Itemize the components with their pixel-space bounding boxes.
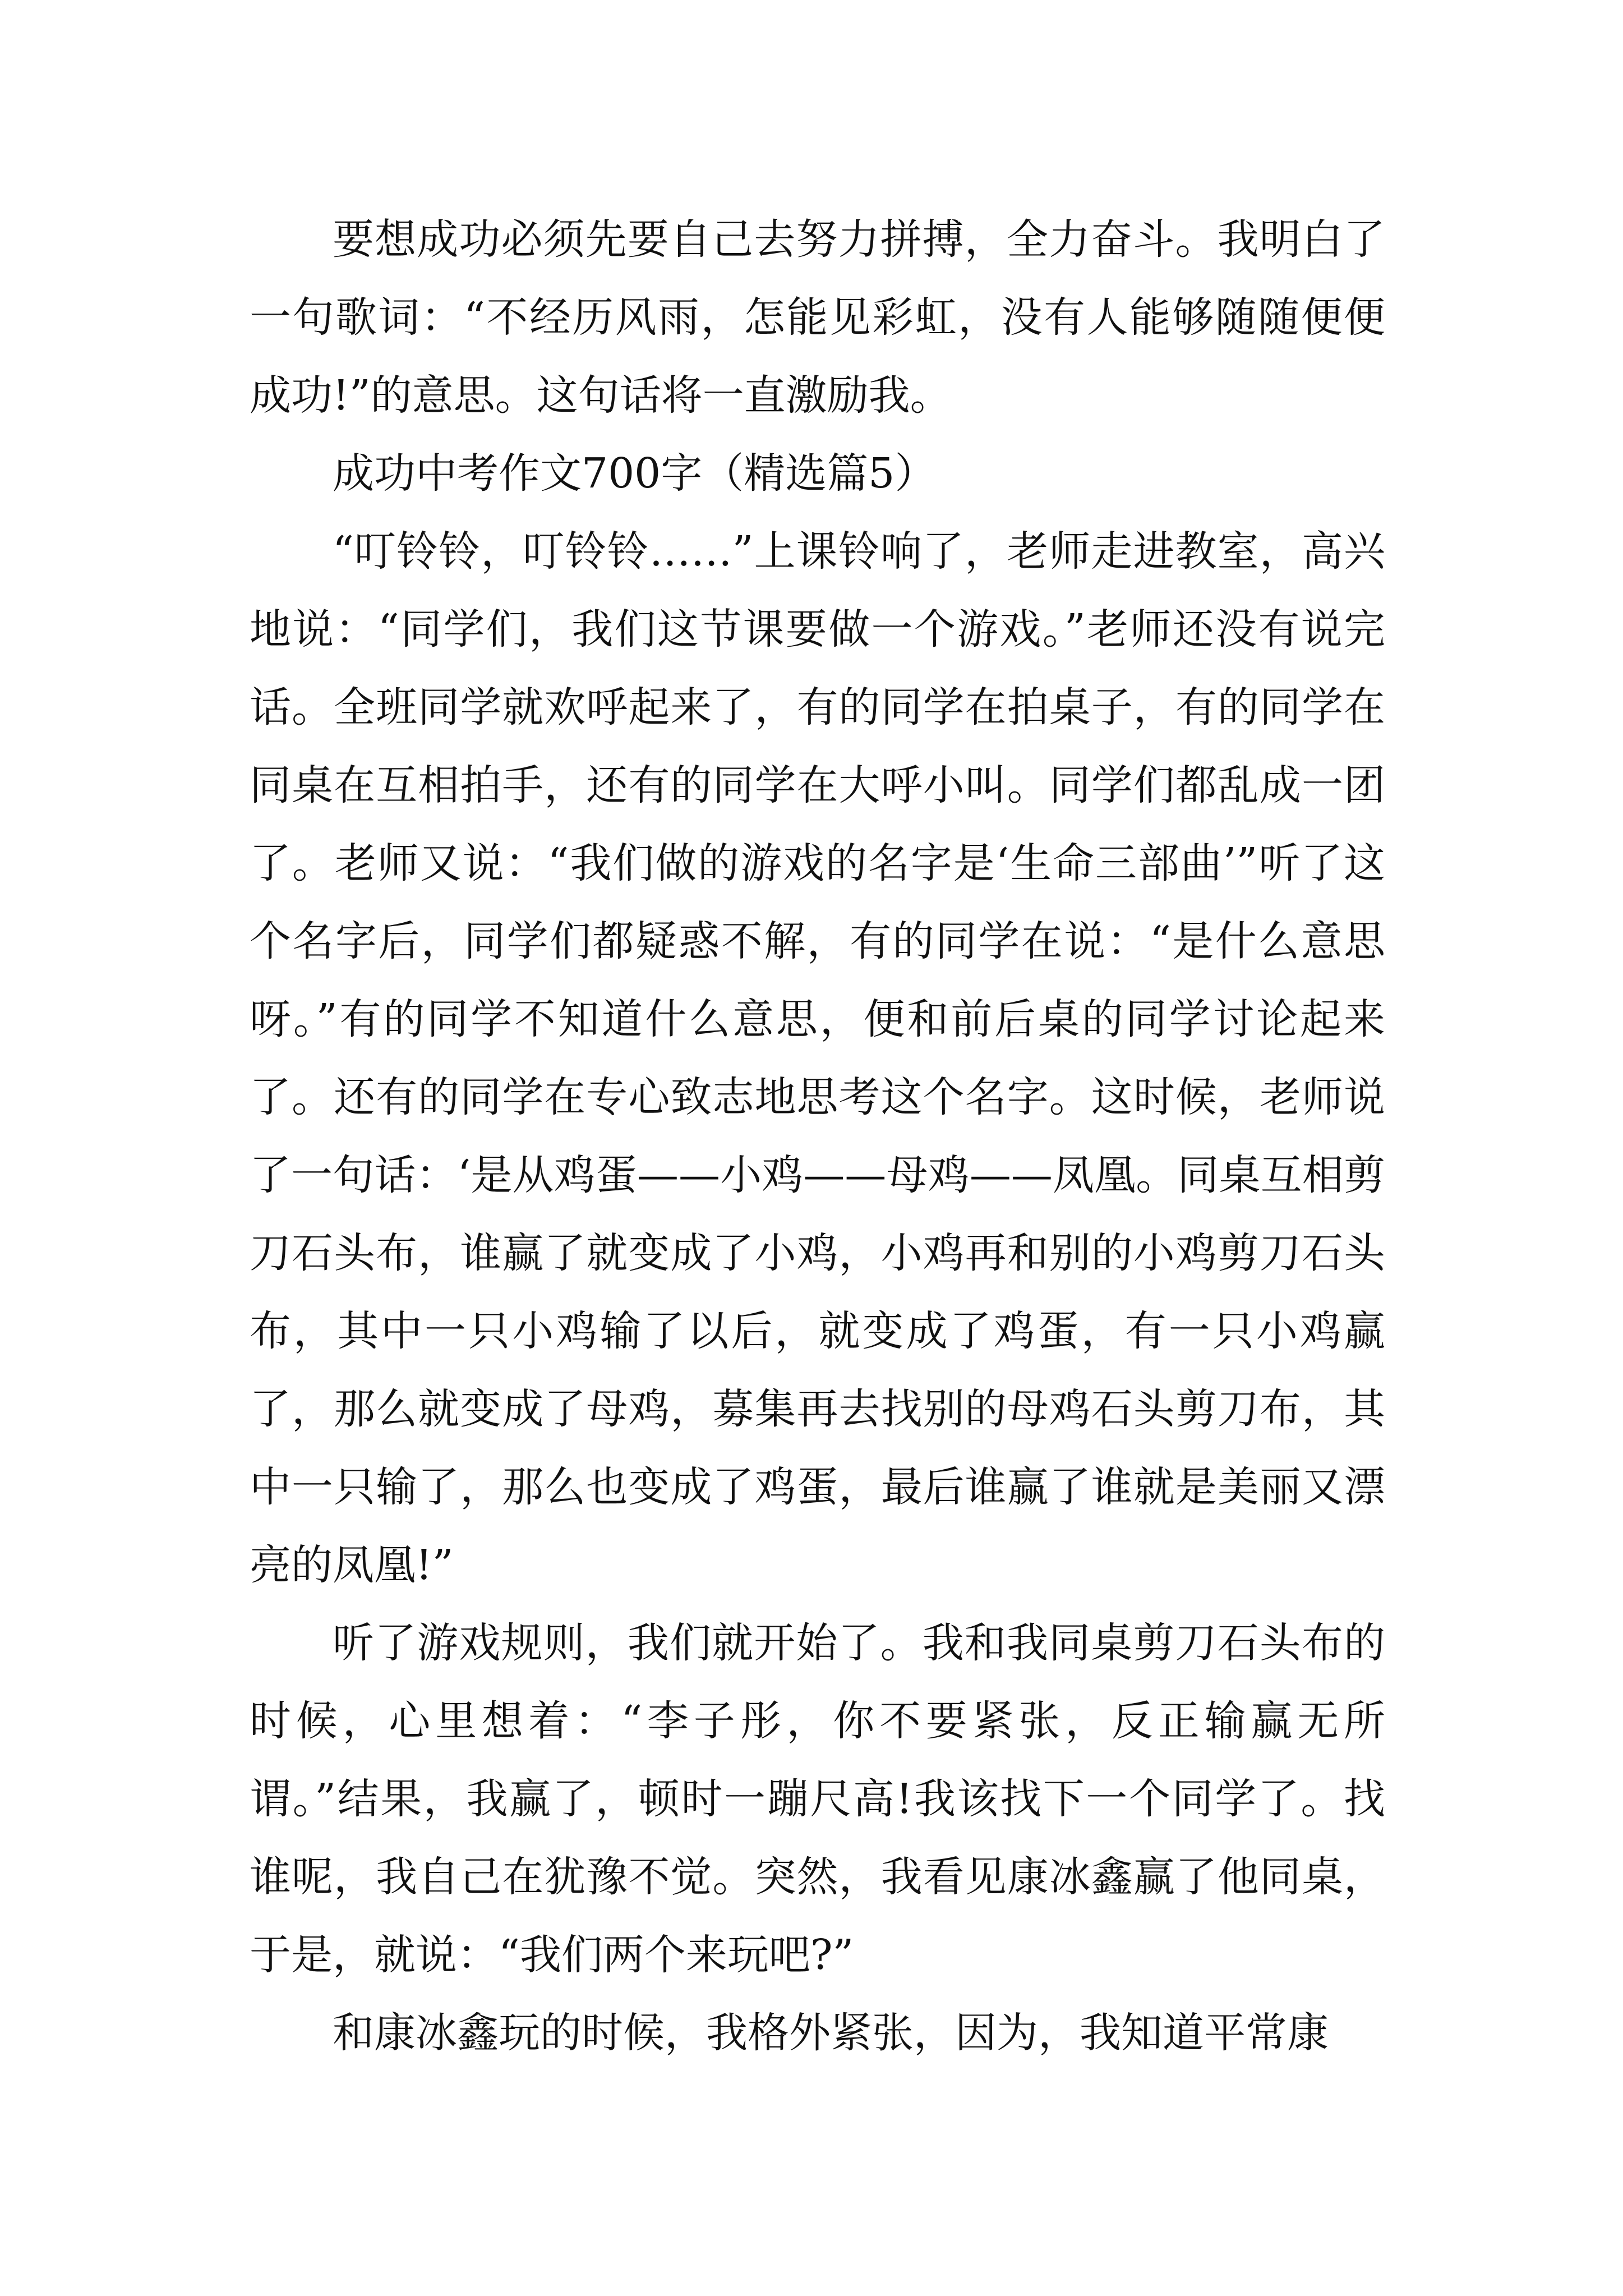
paragraph-game-intro: “叮铃铃，叮铃铃……”上课铃响了，老师走进教室，高兴地说：“同学们，我们这节课要做一个游戏。”老师还没有说完话。全班同学就欢呼起来了，有的同学在拍桌子，有的同学在同桌在互相拍手，还有的同学在大呼小叫。同学们都乱成一团了。老师又说：“我们做的游戏的名字是‘生命三部曲’”听了这个名字后，同学们都疑惑不解，有的同学在说：“是什么意思呀。”有的同学不知道什么意思，便和前后桌的同学讨论起来了。还有的同学在专心致志地思考这个名字。这时候，老师说了一句话：‘是从鸡蛋——小鸡——母鸡——凤凰。同桌互相剪刀石头布，谁赢了就变成了小鸡，小鸡再和别的小鸡剪刀石头布，其中一只小鸡输了以后，就变成了鸡蛋，有一只小鸡赢了，那么就变成了母鸡，募集再去找别的母鸡石头剪刀布，其中一只输了，那么也变成了鸡蛋，最后谁赢了谁就是美丽又漂亮的凤凰!” <box>250 527 1385 1589</box>
paragraph-game-start: 听了游戏规则，我们就开始了。我和我同桌剪刀石头布的时候，心里想着：“李子彤，你不要紧张，反正输赢无所谓。”结果，我赢了，顿时一蹦尺高!我该找下一个同学了。找谁呢，我自己在犹豫不觉。突然，我看见康冰鑫赢了他同桌，于是，就说：“我们两个来玩吧?” <box>250 1619 1385 1979</box>
paragraph-continuation: 和康冰鑫玩的时候，我格外紧张，因为，我知道平常康 <box>333 2009 1329 2057</box>
document-body <box>250 201 1385 2072</box>
section-heading: 成功中考作文700字（精选篇5） <box>333 449 937 498</box>
paragraph-conclusion: 要想成功必须先要自己去努力拼搏，全力奋斗。我明白了一句歌词：“不经历风雨，怎能见彩虹，没有人能够随随便便成功!”的意思。这句话将一直激励我。 <box>250 215 1385 420</box>
